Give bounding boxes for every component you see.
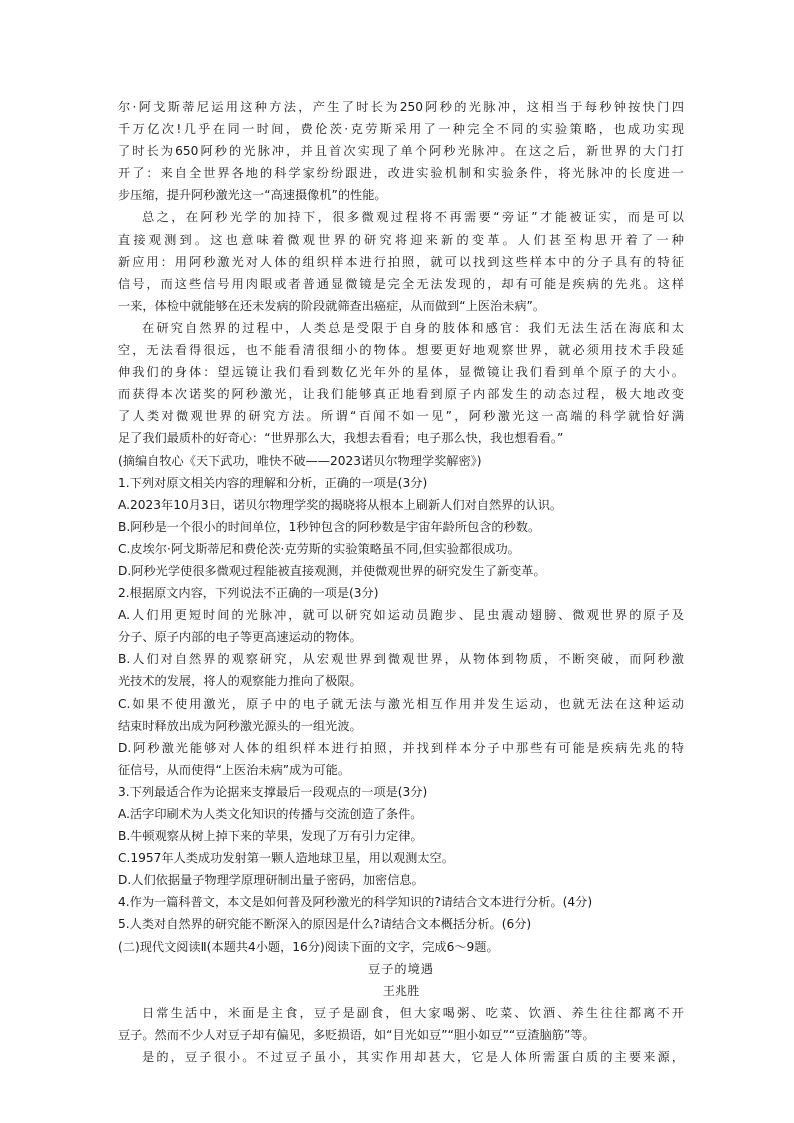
text-line: 伸我们的身体：望远镜让我们看到数亿光年外的星体，显微镜让我们看到单个原子的大小。: [118, 365, 684, 380]
article-author: 王兆胜: [382, 983, 420, 998]
option-a: A.2023年10月3日，诺贝尔物理学奖的揭晓将从根本上刷新人们对自然界的认识。: [118, 497, 563, 512]
option-d: D.阿秒激光能够对人体的组织样本进行拍照，并找到样本分子中那些有可能是疾病先兆的特: [118, 740, 684, 755]
question-4: 4.作为一篇科普文，本文是如何普及阿秒激光的科学知识的?请结合文本进行分析。(4分): [118, 895, 593, 910]
text-line: 足了我们最质朴的好奇心：“世界那么大，我想去看看；电子那么快，我也想看看。”: [118, 431, 564, 446]
option-d: D.人们依据量子物理学原理研制出量子密码，加密信息。: [118, 873, 424, 888]
text-line: 豆子。然而不少人对豆子却有偏见，多贬损语，如“目光如豆”“胆小如豆”“豆渣脑筋”等。: [118, 1027, 595, 1042]
source-citation: (摘编自牧心《天下武功，唯快不破——2023诺贝尔物理学奖解密》): [118, 453, 482, 468]
question-2: [118, 582, 684, 781]
option-d-cont: 征信号，从而使得“上医治未病”成为可能。: [118, 762, 351, 777]
text-line: 日常生活中，米面是主食，豆子是副食，但大家喝粥、吃菜、饮酒、养生往往都离不开: [142, 1005, 684, 1020]
option-b: B.牛顿观察从树上掉下来的苹果，发现了万有引力定律。: [118, 829, 423, 844]
option-c: C.如果不使用激光，原子中的电子就无法与激光相互作用并发生运动，也就无法在这种运动: [118, 696, 684, 711]
option-c: C.1957年人类成功发射第一颗人造地球卫星，用以观测太空。: [118, 851, 454, 866]
option-a-cont: 分子、原子内部的电子等更高速运动的物体。: [118, 630, 362, 645]
option-a: A.活字印刷术为人类文化知识的传播与交流创造了条件。: [118, 807, 423, 821]
text-line: 直接观测到。这也意味着微观世界的研究将迎来新的变革。人们甚至构思开着了一种: [118, 232, 684, 247]
text-line: 一来，体检中就能够在还未发病的阶段就筛查出癌症，从而做到“上医治未病”。: [118, 298, 546, 313]
question-stem: 3.下列最适合作为论据来支撑最后一段观点的一项是(3分): [118, 784, 428, 799]
text-line: 而获得本次诺奖的阿秒激光，让我们能够真正地看到原子内部发生的动态过程，极大地改变: [118, 387, 684, 402]
section-two-paragraph-1: [118, 1002, 684, 1046]
option-d: D.阿秒光学使很多微观过程能被直接观测，并使微观世界的研究发生了新变革。: [118, 563, 546, 578]
article-title: 豆子的境遇: [368, 961, 434, 976]
text-line: 信号，而这些信号用肉眼或者普通显微镜是完全无法发现的，却有可能是疾病的先兆。这样: [118, 276, 684, 291]
question-1: [118, 472, 684, 582]
text-line: 新应用：用阿秒激光对人体的组织样本进行拍照，就可以找到这些样本中的分子具有的特征: [118, 254, 684, 269]
text-line: 空，无法看得很远，也不能看清很细小的物体。想要更好地观察世界，就必须用技术手段延: [118, 343, 684, 358]
option-a: A.人们用更短时间的光脉冲，就可以研究如运动员跑步、昆虫震动翅膀、微观世界的原子及: [118, 608, 684, 623]
question-5: 5.人类对自然界的研究能不断深入的原因是什么?请结合文本概括分析。(6分): [118, 917, 532, 932]
text-line: 开了：来自全世界各地的科学家纷纷跟进，改进实验机制和实验条件，将光脉冲的长度进一: [118, 166, 684, 181]
option-b: B.阿秒是一个很小的时间单位，1秒钟包含的阿秒数是宇宙年龄所包含的秒数。: [118, 519, 541, 534]
passage-one-paragraph-2: [118, 206, 684, 316]
passage-one-paragraph-1: [118, 96, 684, 206]
option-c-cont: 结束时释放出成为阿秒激光源头的一组光波。: [118, 718, 362, 733]
text-line: 千万亿次!几乎在同一时间，费伦茨·克劳斯采用了一种完全不同的实验策略，也成功实现: [118, 122, 684, 137]
text-line: 总之，在阿秒光学的加持下，很多微观过程将不再需要“旁证”才能被证实，而是可以: [142, 210, 684, 225]
text-line: 尔·阿戈斯蒂尼运用这种方法，产生了时长为250阿秒的光脉冲，这相当于每秒钟按快门四: [118, 100, 684, 114]
text-line: 了时长为650阿秒的光脉冲，并且首次实现了单个阿秒光脉冲。在这之后，新世界的大门打: [118, 144, 684, 159]
document-page: [118, 96, 684, 1068]
text-line: 在研究自然界的过程中，人类总是受限于自身的肢体和感官：我们无法生活在海底和太: [142, 320, 684, 335]
section-two-header: (二)现代文阅读Ⅱ(本题共4小题，16分)阅读下面的文字，完成6～9题。: [118, 939, 499, 954]
text-line: 步压缩，提升阿秒激光这一“高速摄像机”的性能。: [118, 188, 387, 203]
option-c: C.皮埃尔·阿戈斯蒂尼和费伦茨·克劳斯的实验策略虽不同,但实验都很成功。: [118, 541, 520, 556]
question-stem: 2.根据原文内容，下列说法不正确的一项是(3分): [118, 586, 379, 601]
section-two-paragraph-2: 是的，豆子很小。不过豆子虽小，其实作用却甚大，它是人体所需蛋白质的主要来源，: [142, 1050, 684, 1065]
passage-one-paragraph-3: [118, 317, 684, 450]
question-stem: 1.下列对原文相关内容的理解和分析，正确的一项是(3分): [118, 475, 428, 490]
question-3: [118, 781, 684, 891]
option-b-cont: 光技术的发展，将人的观察能力推向了极限。: [118, 674, 362, 689]
option-b: B.人们对自然界的观察研究，从宏观世界到微观世界，从物体到物质，不断突破，而阿秒激: [118, 652, 684, 667]
text-line: 了人类对微观世界的研究方法。所谓“百闻不如一见”，阿秒激光这一高端的科学就恰好满: [118, 409, 684, 424]
